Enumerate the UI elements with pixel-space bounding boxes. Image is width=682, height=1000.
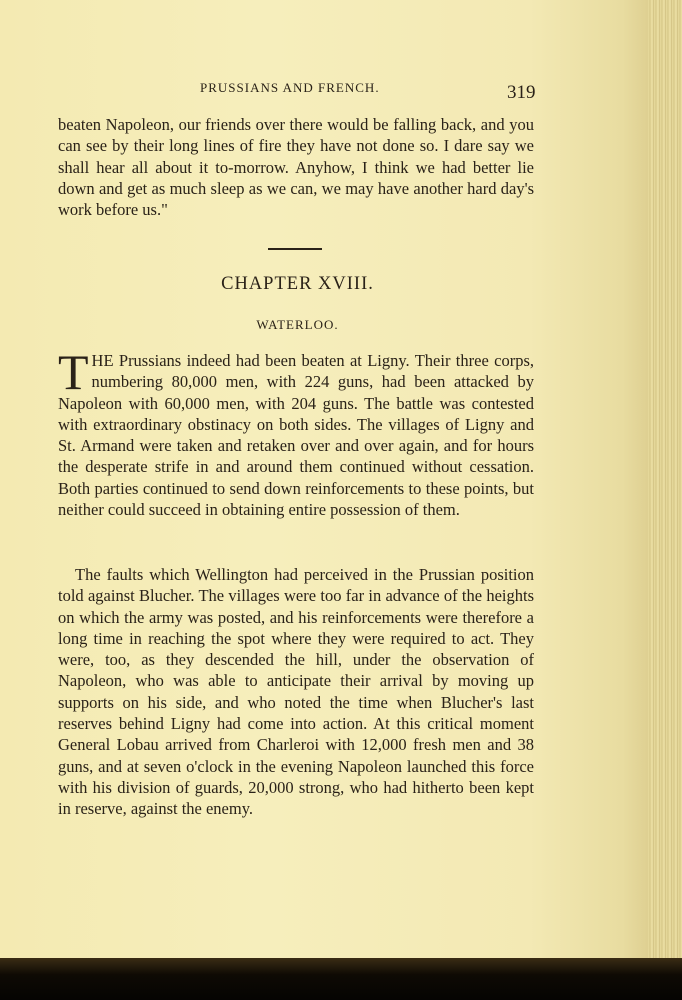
chapter-subtitle: WATERLOO. bbox=[256, 317, 339, 332]
opening-paragraph bbox=[58, 344, 534, 520]
drop-cap: T bbox=[58, 344, 89, 400]
running-head: PRUSSIANS AND FRENCH. bbox=[200, 80, 380, 95]
page-number: 319 bbox=[507, 82, 536, 103]
opening-paragraph-text: HE Prussians indeed had been beaten at Ligny. Their three corps, numbering 80,000 men, with 224 guns, had been attacked by Napoleon with 60,000 men, with 204 guns. The battle was contested with extraordinary obstinacy on both sides. The villages of Ligny and St. Armand were taken and retaken over and over again, and for hours the desperate strife in and around them continued without cessation. Both parties continued to send down reinforcements to these points, but neither could succeed in obtaining entire possession of them. bbox=[58, 351, 534, 520]
second-paragraph: The faults which Wellington had perceived in the Prussian position told against Blucher. The villages were too far in advance of the heights on which the army was posted, and his reinforcements were therefore a long time in reaching the spot where they were required to act. They were, too, as they descended the hill, under the observation of Napoleon, who was able to anticipate their arrival by moving up supports on his side, and who noted the time when Blucher's last reserves behind Ligny had come into action. At this critical moment General Lobau arrived from Charleroi with 12,000 fresh men and 38 guns, and at seven o'clock in the evening Napoleon launched this force with his division of guards, 20,000 strong, who had hitherto been kept in reserve, against the enemy. bbox=[58, 565, 534, 819]
page-edges bbox=[648, 0, 682, 962]
bottom-shadow bbox=[0, 958, 682, 1000]
continued-paragraph: beaten Napoleon, our friends over there would be falling back, and you can see by their long lines of fire they have not done so. I dare say we shall hear all about it to-morrow. Anyhow, I think we had better lie down and get as much sleep as we can, we may have another hard day's work before us." bbox=[58, 115, 534, 220]
chapter-title: CHAPTER XVIII. bbox=[221, 274, 374, 294]
section-rule bbox=[268, 248, 322, 250]
